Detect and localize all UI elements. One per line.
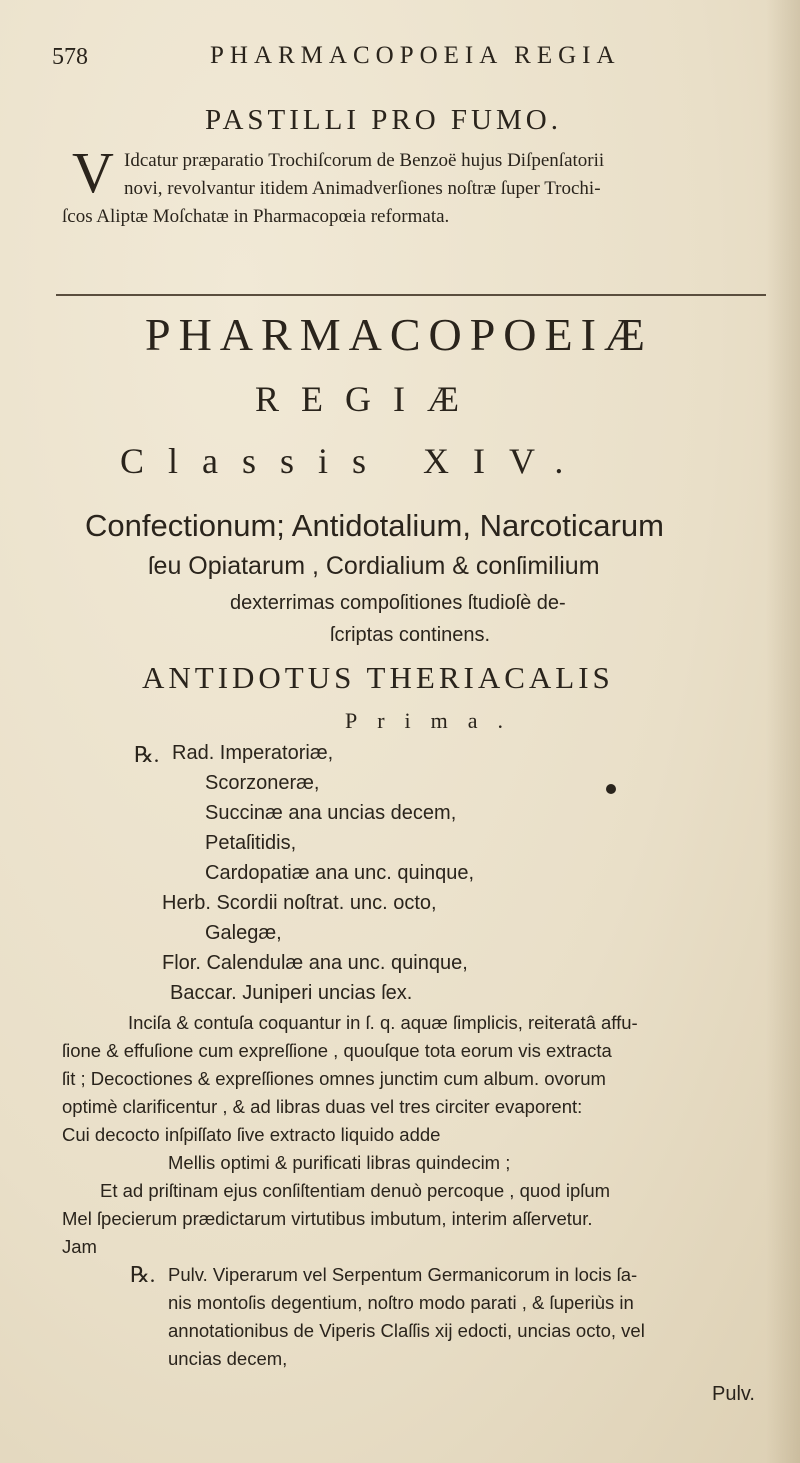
ingredient-line: Baccar. Juniperi uncias ſex. <box>170 982 413 1004</box>
ingredient-line: Petaſitidis, <box>205 832 297 854</box>
drop-cap: V <box>72 140 114 205</box>
paragraph-line: Cui decocto inſpiſſato ſive extracto liquido adde <box>62 1124 441 1145</box>
section-title: PASTILLI PRO FUMO. <box>205 104 562 136</box>
recipe-subtitle: Prima. <box>345 708 524 733</box>
paragraph-line: ſit ; Decoctiones & expreſſiones omnes junctim cum album. ovorum <box>62 1068 606 1089</box>
second-line: annotationibus de Viperis Claſſis xij edocti, uncias octo, vel <box>168 1320 645 1341</box>
paragraph-line: Mel ſpecierum prædictarum virtutibus imbutum, interim aſſervetur. <box>62 1208 593 1229</box>
paragraph-line: ſione & effuſione cum expreſſione , quouſque tota eorum vis extracta <box>62 1040 612 1061</box>
paragraph-line: optimè clarificentur , & ad libras duas vel tres circiter evaporent: <box>62 1096 583 1117</box>
page-number: 578 <box>52 44 88 70</box>
catchword: Pulv. <box>712 1383 755 1405</box>
paragraph-line: Jam <box>62 1236 97 1257</box>
ingredient-line: Flor. Calendulæ ana unc. quinque, <box>162 952 468 974</box>
second-line: Pulv. Viperarum vel Serpentum Germanicorum in locis ſa- <box>168 1264 638 1285</box>
ingredient-line: Galegæ, <box>205 922 282 944</box>
recipe-title: ANTIDOTUS THERIACALIS <box>142 660 614 695</box>
recipe-symbol-2: ℞. <box>130 1262 156 1287</box>
intro-line-3: ſcos Aliptæ Moſchatæ in Pharmacopœia reformata. <box>62 206 450 227</box>
paragraph-line: Mellis optimi & purificati libras quindecim ; <box>168 1152 511 1173</box>
second-line: uncias decem, <box>168 1348 288 1369</box>
paragraph-line: Inciſa & contuſa coquantur in ſ. q. aquæ ſimplicis, reiteratâ affu- <box>128 1012 638 1033</box>
heading-classis: Classis XIV. <box>120 441 588 481</box>
divider-rule <box>56 294 766 296</box>
heading-pharmacopoeiae: PHARMACOPOEIÆ <box>145 309 653 360</box>
heading-scriptas: ſcriptas continens. <box>330 624 491 646</box>
running-head: PHARMACOPOEIA REGIA <box>210 42 621 69</box>
heading-regiae: REGIÆ <box>255 379 481 419</box>
paragraph-line: Et ad priſtinam ejus conſiſtentiam denuò percoque , quod ipſum <box>100 1180 611 1201</box>
ingredient-line: Rad. Imperatoriæ, <box>172 742 334 764</box>
intro-line-2: novi, revolvantur itidem Animadverſiones noſtræ ſuper Trochi- <box>124 178 601 199</box>
ingredient-line: Herb. Scordii noſtrat. unc. octo, <box>162 892 437 914</box>
heading-seu: ſeu Opiatarum , Cordialium & conſimilium <box>148 552 600 580</box>
ingredient-line: Succinæ ana uncias decem, <box>205 802 457 824</box>
page-edge-shadow <box>766 0 800 1463</box>
ingredient-line: Scorzoneræ, <box>205 772 320 794</box>
recipe-symbol: ℞. <box>134 742 160 767</box>
ingredient-line: Cardopatiæ ana unc. quinque, <box>205 862 475 884</box>
heading-confectionum: Confectionum; Antidotalium, Narcoticarum <box>85 508 664 543</box>
intro-line-1: Idcatur præparatio Trochiſcorum de Benzoë hujus Diſpenſatorii <box>124 150 605 171</box>
second-line: nis montoſis degentium, noſtro modo parati , & ſuperiùs in <box>168 1292 634 1313</box>
ink-spot <box>606 784 616 794</box>
heading-dexterrimas: dexterrimas compoſitiones ſtudioſè de- <box>230 592 566 614</box>
